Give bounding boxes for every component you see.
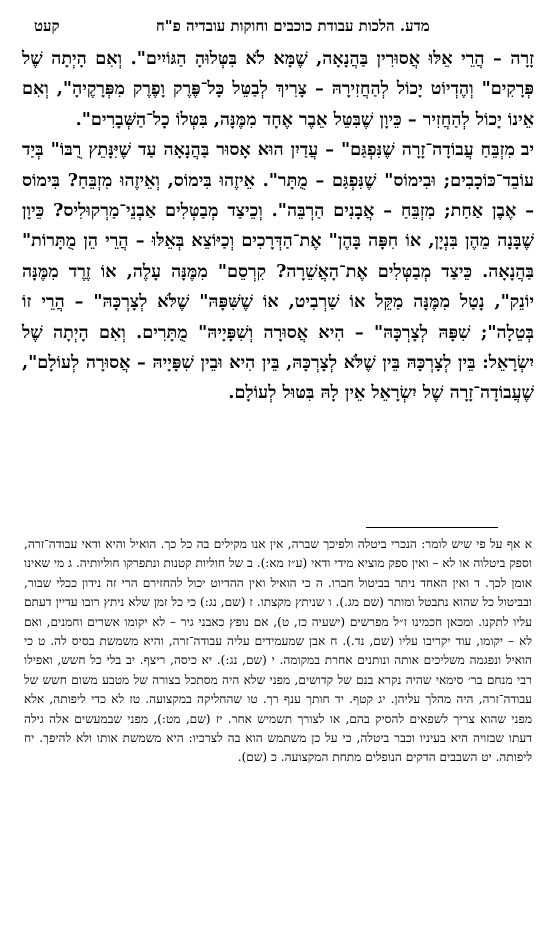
header-title: מדע. הלכות עבודת כוכבים וחוקות עובדיה פ"ח — [155, 16, 430, 35]
running-header — [34, 14, 526, 38]
footnote-text: א אף על פי שיש לומר: הנכרי ביטלה ולפיכך שברה, אין אנו מקילים בה כל כך. הואיל והיא ודאי עבודה־זרה, וספק ביטלוה או לא – ואין ספק מוציא מידי ודאי (ע״ז מא:). ב של חוליות קטנות ונתפרקו חוליותיה. ג מי שאינו אומן לכך. ד ואין האחד ניתר בביטול חברו. ה כי הואיל ואין ההדיוט יכול להחזירם הרי זה נידון ככלי שבור, ובביטול כל שהוא נתבטל ומותר (שם מג.). ו שניתץ מקצתו. ז (שם, נג:) כי כל זמן שלא ניתץ רובו עדיין דעתם עליו לתקנו. ומכאן חכמינו ז״ל מפרשים (ישעיה כז, ט), אם נופץ כאבני גיר – לא יקומו אשרים וחמנים, ואם לא – יקומו, עוד יקריבו עליו (שם, נד.). ח אבן שמעמידים עליה עבודה־זרה, והיא משמשת בסיס לה. ט כי הואיל ונפגמה משליכים אותה ונותנים אחרת במקומה. י (שם, נג:). יא כיסה, ריצף. יב בלי כל חשש, ואפילו רבי מנחם בר׳ סימאי שהיה נקרא בנם של קדושים, מפני שלא היה מסתכל בצורה של מטבע משום חשש של עבודה־זרה, היה מהלך עליהן. יג קטף. יד חותך ענף רך. טו שהחליקה במקצועה. טז לא כדי ליפותה, אלא מפני שהוא צריך לשפאים להסיק בהם, או לצורך תשמיש אחר. יז (שם, מט:), מפני שבמעשים אלה גילה דעתו שבזויה היא בעיניו וכבר ביטלה, כי על כן משתמש הוא בה לצרכיו: היא משמשת אותו ולא להיפך. יח ליפותה. יט השבבים הדקים הנופלים מתחת המקצועה. כ (שם). — [24, 537, 532, 765]
main-text — [22, 44, 534, 409]
halacha-number: יב — [520, 139, 534, 161]
footnotes — [24, 535, 532, 768]
paragraph-continued: זָרָה – הֲרֵי אֵלּוּ אֲסוּרִין בַּהֲנָאָה, שֶׁמָּא לֹא בִּטְּלוּהָ הַגּוֹיִים". וְאִם הָיְתָה שֶׁל פְּרָקִים" וְהֶדְיוֹט יָכוֹל לְהַחֲזִירָהּ – צָרִיךְ לְבַטֵּל כָּל־פֶּרֶק וָפֶרֶק מִפְּרָקֶיהָ", וְאִם אֵינוֹ יָכוֹל לְהַחֲזִיר – כֵּיוָן שֶׁבִּטֵּל אֵבֶר אֶחָד מִמֶּנָּה, בִּטְּלוֹ כָל־הַשְּׁבָרִים". — [22, 48, 534, 130]
halacha-text: מִזְבֵּחַ עֲבוֹדָה־זָרָה שֶׁנִּפְגַּם" – עֲדַיִן הוּא אָסוּר בַּהֲנָאָה עַד שֶׁיִּנָּתֵץ רֻבּוֹ" בְּיַד עוֹבֵד־כּוֹכָבִים; וּבִימוֹס" שֶׁנִּפְגַּם – מֻתָּר". אֵיזֶהוּ בִּימוֹס, וְאֵיזֶהוּ מִזְבֵּחַ? בִּימוֹס – אֶבֶן אַחַת; מִזְבֵּחַ – אֲבָנִים הַרְבֵּה". וְכֵיצַד מְבַטְּלִים אַבְנֵי־מַרְקוּלִיס? כֵּיוָן שֶׁבָּנָה מֵהֶן בִּנְיָן, אוֹ חִפָּה בָּהֶן" אֶת־הַדְּרָכִים וְכַיּוֹצֵא בְּאֵלּוּ – הֲרֵי הֵן מֻתָּרוֹת" בַּהֲנָאָה. כֵּיצַד מְבַטְּלִים אֶת־הָאֲשֵׁרָה? קִרְסֵם" מִמֶּנָּה עָלֶה, אוֹ זֶרֶד מִמֶּנָּה יוֹנֵק", נָטַל מִמֶּנָּה מַקֵּל אוֹ שַׁרְבִיט, אוֹ שֶׁשִּׁפָּהּ" שֶׁלֹּא לְצָרְכָּהּ" – הֲרֵי זוֹ בְּטֵלָה"; שִׁפָּהּ לְצָרְכָּהּ" – הִיא אֲסוּרָה וְשִׁפָּיָיהּ" מֻתָּרִים. וְאִם הָיְתָה שֶׁל יִשְׂרָאֵל: בֵּין לְצָרְכָּהּ בֵּין שֶׁלֹּא לְצָרְכָּהּ, בֵּין הִיא וּבֵין שִׁפָּיָיהּ – אֲסוּרָה לְעוֹלָם", שֶׁעֲבוֹדָה־זָרָה שֶׁל יִשְׂרָאֵל אֵין לָהּ בִּטּוּל לְעוֹלָם. — [22, 139, 534, 404]
footnote-divider — [366, 527, 498, 528]
paragraph-halacha-12 — [22, 135, 534, 409]
page-number: קעט — [34, 16, 60, 35]
